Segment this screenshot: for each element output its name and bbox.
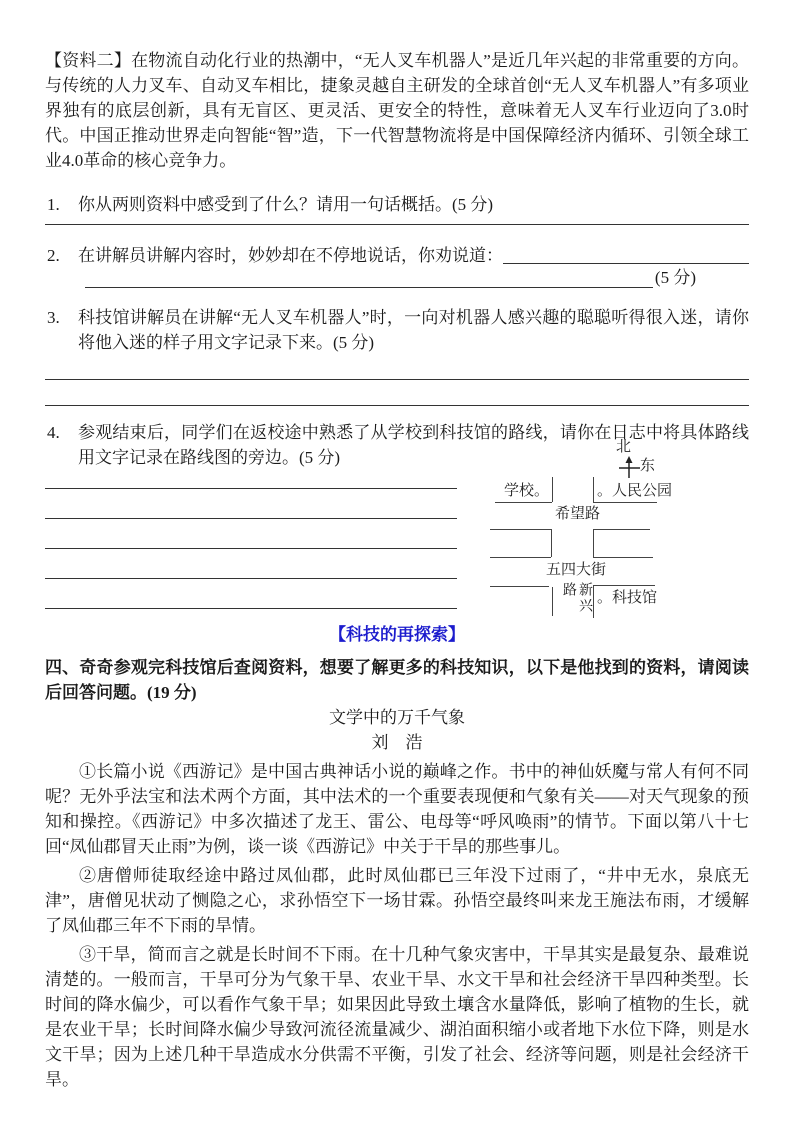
map-block-line: [490, 529, 551, 530]
map-block-line: [593, 502, 657, 503]
map-block-line: [490, 586, 549, 587]
route-map: [488, 436, 673, 626]
question-4-number: 4.: [47, 423, 60, 442]
map-block-line: [551, 529, 552, 557]
answer-blank-line: [45, 470, 457, 489]
article-paragraph-3: ③干旱，简而言之就是长时间不下雨。在十几种气象灾害中，干旱其实是最复杂、最难说清楚的。一般而言，干旱可分为气象干旱、农业干旱、水文干旱和社会经济干旱四种类型。长时间的降水偏少，可以看作气象干旱；如果因此导致土壤含水量降低，影响了植物的生长，就是农业干旱；长时间降水偏少导致河流径流量减少、湖泊面积缩小或者地下水位下降，则是水文干旱；因为上述几种干旱造成水分供需不平衡，引发了社会、经济等问题，则是社会经济干旱。: [45, 945, 749, 1089]
map-block-line: [593, 477, 594, 502]
question-3: [45, 305, 749, 355]
article-paragraph-2: ②唐僧师徒取经途中路过凤仙郡，此时凤仙郡已三年没下过雨了，“井中无水，泉底无津”，唐僧见状动了恻隐之心，求孙悟空下一场甘霖。孙悟空最终叫来龙王施法布雨，才缓解了凤仙郡三年不下雨的旱情。: [45, 866, 749, 935]
map-block-line: [593, 557, 653, 558]
question-3-text: 科技馆讲解员在讲解“无人叉车机器人”时，一向对机器人感兴趣的聪聪听得很入迷，请你将他入迷的样子用文字记录下来。(5 分): [78, 308, 749, 352]
article-author: 刘 浩: [371, 733, 423, 752]
section-banner: 【科技的再探索】: [329, 625, 465, 644]
question-2-number: 2.: [47, 246, 60, 265]
map-school-label: 学校。: [504, 483, 550, 499]
question-2-answer-row: [45, 268, 749, 288]
map-wusi-street-label: 五四大街: [546, 562, 607, 578]
answer-blank-line: [45, 355, 749, 380]
map-hope-road-label: 希望路: [555, 506, 601, 522]
map-block-line: [552, 477, 553, 502]
question-2-score: (5 分): [654, 268, 696, 287]
map-block-line: [495, 502, 552, 503]
map-block-line: [552, 587, 553, 616]
answer-blank-line: [45, 380, 749, 406]
map-block-line: [593, 529, 594, 557]
answer-blank-line: [45, 489, 457, 519]
article-paragraph-1: ①长篇小说《西游记》是中国古典神话小说的巅峰之作。书中的神仙妖魔与常人有何不同呢？无外乎法宝和法术两个方面，其中法术的一个重要表现便和气象有关——对天气现象的预知和操控。《西游记》中多次描述了龙王、雷公、电母等“呼风唤雨”的情节。下面以第八十七回“凤仙郡冒天止雨”为例，谈一谈《西游记》中关于干旱的那些事儿。: [45, 762, 749, 856]
question-2: [45, 243, 749, 268]
answer-blank-line: [85, 287, 653, 288]
answer-blank-line: [45, 217, 749, 225]
question-4-text: 参观结束后，同学们在返校途中熟悉了从学校到科技馆的路线，请你在日志中将具体路线用文字记录在路线图的旁边。(5 分): [78, 423, 749, 467]
answer-blank-line: [45, 549, 457, 579]
question-1: [45, 192, 749, 217]
answer-blank-line: [45, 579, 457, 609]
material2-paragraph: 【资料二】在物流自动化行业的热潮中，“无人叉车机器人”是近几年兴起的非常重要的方向。与传统的人力叉车、自动叉车相比，捷象灵越自主研发的全球首创“无人叉车机器人”有多项业界独有的底层创新，具有无盲区、更灵活、更安全的特性，意味着无人叉车行业迈向了3.0时代。中国正推动世界走向智能“智”造，下一代智慧物流将是中国保障经济内循环、引领全球工业4.0革命的核心竞争力。: [45, 51, 749, 170]
map-block-line: [593, 585, 594, 618]
question-2-text: 在讲解员讲解内容时，妙妙却在不停地说话，你劝说道：: [78, 246, 503, 265]
question-3-number: 3.: [47, 308, 60, 327]
question-4-section: [45, 420, 749, 620]
map-park-label: 。人民公园: [597, 483, 673, 499]
compass-north-label: 北: [616, 439, 632, 455]
answer-blank-line: [45, 519, 457, 549]
article-title: 文学中的万千气象: [329, 708, 465, 727]
compass-east-label: 东: [640, 458, 656, 474]
section-4-heading: 四、奇奇参观完科技馆后查阅资料，想要了解更多的科技知识，以下是他找到的资料，请阅读后回答问题。(19 分): [45, 658, 749, 702]
question-1-text: 你从两则资料中感受到了什么？请用一句话概括。(5 分): [78, 195, 494, 214]
map-block-line: [490, 557, 551, 558]
question-4-answer-lines: [45, 470, 457, 609]
answer-blank-line: [503, 243, 749, 264]
map-block-line: [593, 585, 655, 586]
question-1-number: 1.: [47, 195, 60, 214]
map-block-line: [593, 529, 650, 530]
map-xinxing-road-label: 新兴路: [561, 582, 592, 614]
map-museum-label: 。科技馆: [597, 590, 658, 606]
